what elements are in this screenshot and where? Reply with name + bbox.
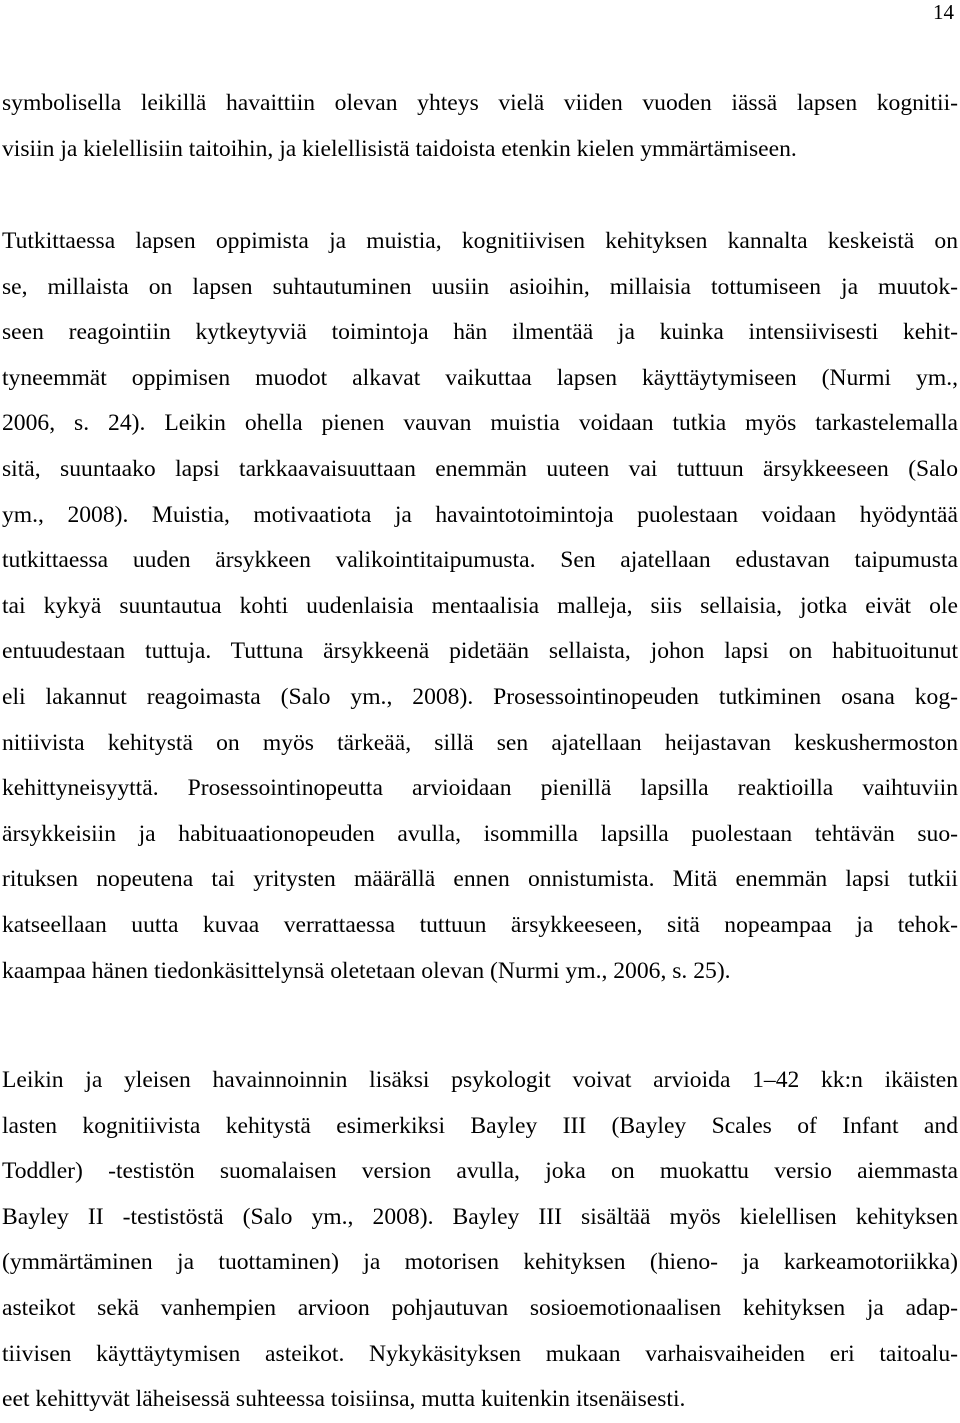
- text-line: Toddler) -testistön suomalaisen version avulla, joka on muokattu versio aiemmasta: [2, 1158, 958, 1185]
- text-line: seen reagointiin kytkeytyviä toimintoja hän ilmentää ja kuinka intensiivisesti kehit-: [2, 319, 958, 346]
- paragraph-2: [2, 219, 958, 994]
- text-line: symbolisella leikillä havaittiin olevan yhteys vielä viiden vuoden iässä lapsen kognitii-: [2, 90, 958, 116]
- text-line: Leikin ja yleisen havainnoinnin lisäksi psykologit voivat arvioida 1–42 kk:n ikäisten: [2, 1067, 958, 1093]
- text-line: ym., 2008). Muistia, motivaatiota ja havaintotoimintoja puolestaan voidaan hyödyntää: [2, 501, 958, 528]
- text-line: 2006, s. 24). Leikin ohella pienen vauvan muistia voidaan tutkia myös tarkastelemalla: [2, 410, 958, 437]
- text-line: katseellaan uutta kuvaa verrattaessa tuttuun ärsykkeeseen, sitä nopeampaa ja tehok-: [2, 911, 958, 938]
- text-line: Tutkittaessa lapsen oppimista ja muistia, kognitiivisen kehityksen kannalta keskeistä on: [2, 228, 958, 254]
- page-number: 14: [933, 0, 954, 24]
- text-line: sitä, suuntaako lapsi tarkkaavaisuuttaan enemmän uuteen vai tuttuun ärsykkeeseen (Salo: [2, 455, 958, 482]
- text-line: tutkittaessa uuden ärsykkeen valikointitaipumusta. Sen ajatellaan edustavan taipumusta: [2, 547, 958, 574]
- text-line: eli lakannut reagoimasta (Salo ym., 2008). Prosessointinopeuden tutkiminen osana kog-: [2, 683, 958, 710]
- text-line: ärsykkeisiin ja habituaationopeuden avulla, isommilla lapsilla puolestaan tehtävän suo-: [2, 820, 958, 847]
- text-line: tai kykyä suuntautua kohti uudenlaisia mentaalisia malleja, siis sellaisia, jotka eivät ole: [2, 592, 958, 619]
- text-line: (ymmärtäminen ja tuottaminen) ja motorisen kehityksen (hieno- ja karkeamotoriikka): [2, 1249, 958, 1276]
- text-line: visiin ja kielellisiin taitoihin, ja kielellisistä taidoista etenkin kielen ymmärtämiseen.: [2, 135, 797, 162]
- text-line: entuudestaan tuttuja. Tuttuna ärsykkeenä pidetään sellaista, johon lapsi on habituoitunut: [2, 638, 958, 665]
- text-line: asteikot sekä vanhempien arvioon pohjautuvan sosioemotionaalisen kehityksen ja adap-: [2, 1294, 958, 1321]
- text-line: eet kehittyvät läheisessä suhteessa toisiinsa, mutta kuitenkin itsenäisesti.: [2, 1386, 686, 1413]
- text-line: Bayley II -testistöstä (Salo ym., 2008). Bayley III sisältää myös kielellisen kehityksen: [2, 1203, 958, 1230]
- text-line: nitiivista kehitystä on myös tärkeää, sillä sen ajatellaan heijastavan keskushermoston: [2, 729, 958, 756]
- text-line: tiivisen käyttäytymisen asteikot. Nykykäsityksen mukaan varhaisvaiheiden eri taitoalu-: [2, 1340, 958, 1367]
- paragraph-1: [2, 81, 958, 172]
- text-line: kaampaa hänen tiedonkäsittelynsä oletetaan olevan (Nurmi ym., 2006, s. 25).: [2, 957, 731, 984]
- text-line: tyneemmät oppimisen muodot alkavat vaikuttaa lapsen käyttäytymiseen (Nurmi ym.,: [2, 364, 958, 391]
- paragraph-3: [2, 1058, 958, 1423]
- text-line: lasten kognitiivista kehitystä esimerkiksi Bayley III (Bayley Scales of Infant and: [2, 1112, 958, 1139]
- text-line: rituksen nopeutena tai yritysten määrällä ennen onnistumista. Mitä enemmän lapsi tutkii: [2, 866, 958, 893]
- text-line: kehittyneisyyttä. Prosessointinopeutta arvioidaan pienillä lapsilla reaktioilla vaihtuviin: [2, 775, 958, 802]
- text-line: se, millaista on lapsen suhtautuminen uusiin asioihin, millaisia tottumiseen ja muutok-: [2, 273, 958, 300]
